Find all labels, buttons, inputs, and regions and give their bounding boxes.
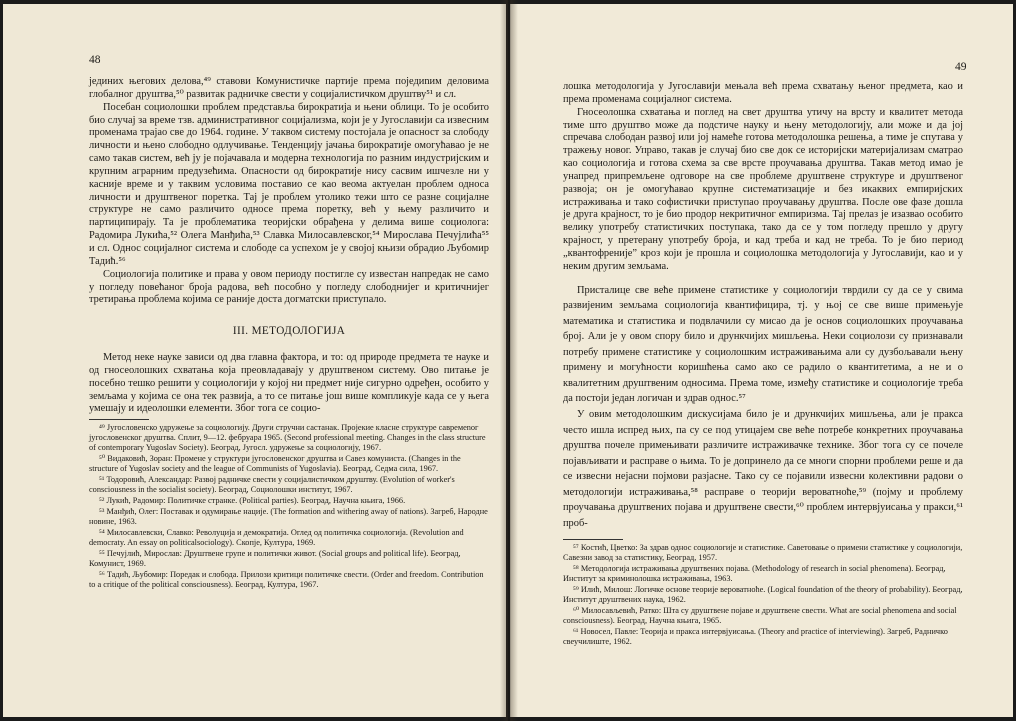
footnote: ⁵⁸ Методологија истраживања друштвених појава. (Methodology of research in social phenomena). Београд, Институт за криминолошка истраживања, 1963. bbox=[563, 564, 946, 584]
section-heading: III. МЕТОДОЛОГИЈА bbox=[232, 325, 346, 338]
wide-leaded-text bbox=[563, 283, 963, 532]
paragraph: У овим методолошким дискусијама било је и дрункчијих мишљења, али је пракса често ишла испред њих, па су се под утицајем све веће потребе конкретних проучавања друштва почеле примењивати различите истраживачке технике. Због тога су се почеле појављивати и расправе о њима. То је допринело да се многи спорни проблеми реше и да се извесни нејасни појмови разјасне. Тако су се појавили извесни колективни радови о методологији истраживања,⁵⁸ расправе о теорији вероватноће,⁵⁹ (појму и проблему проучавања друштвених појава и друштвене свести,⁶⁰ проблем интервјуисања у пракси,⁶¹ проб- bbox=[563, 409, 963, 529]
page-number: 49 bbox=[955, 61, 967, 73]
right-text-block bbox=[563, 81, 963, 648]
footnote: ⁵⁴ Милосавлевски, Славко: Револуција и демократија. Оглед од политичка социологија. (Revolution and democraty. An essay on politicalsociology). Скопје, Култура, 1969. bbox=[89, 528, 464, 548]
paragraph: Гносеолошка схватања и поглед на свет друштва утичу на врсту и квалитет метода тиме што друштво може да подстиче науку и њену методологију, али може и да јој спречава слободан развој или јој намеће готова методолошка решења, а тиме је спутава у тражењу новог. Управо, такав је случај био све док се историјски материјализам сматрао као социологија и готова схема за све врсте проучавања друштва. Такав метод имао је унапред припремљене одговоре на све проблеме друштвене структуре и друштвеног развоја; он је омогућавао крупне систематизације и без икаквих емпиријских истраживања и тако софистички приступао проучавању друштва. После ове фазе дошла је друга крајност, то је био продор некритичног емпиризма. Тај прелаз је изазвао особито велику употребу статистичких поступака, тако да се у том погледу прешло у другу крајност, у претерану употребу броја, и кад треба и кад не треба. То је био период „квантофреније” кроз који је прошла и социолошка методологија у Југославији, као и у неким другим земљама. bbox=[563, 106, 963, 272]
paragraph: лошка методологија у Југославији мењала већ према схватању њеног предмета, као и према променама социјалног система. bbox=[563, 81, 963, 105]
footnote: ⁵⁹ Илић, Милош: Логичке основе теорије вероватноће. (Logical foundation of the theory of probability). Београд, Институт друштвених наука, 1962. bbox=[563, 585, 963, 605]
footnote: ⁵⁶ Тадић, Љубомир: Поредак и слобода. Прилози критици политичке свести. (Order and freedom. Contribution to a critique of the political consciousness). Београд, Култура, 1967. bbox=[89, 570, 484, 590]
footnote: ⁵⁰ Видаковић, Зоран: Промене у структури југословенског друштва и Савез комуниста. (Changes in the structure of Yugoslav society and the league of Communists of Yugoslavia). Београд, Седма сила, 1967. bbox=[89, 454, 461, 474]
footnote: ⁵¹ Тодоровић, Александар: Развој радничке свести у социјалистичком друштву. (Evolution of worker's consciousness in the socialist society). Београд, Социолошки институт, 1967. bbox=[89, 475, 455, 495]
page-number: 48 bbox=[89, 54, 101, 66]
footnote: ⁵⁷ Костић, Цветко: За здрав однос социологије и статистике. Саветовање о примени статистике у социологији, Савезни завод за статистику, Београд, 1957. bbox=[563, 543, 963, 563]
footnote: ⁵³ Манђић, Олег: Поставак и одумирање нације. (The formation and withering away of nations). Загреб, Народне новине, 1963. bbox=[89, 507, 488, 527]
footnote-separator bbox=[563, 539, 623, 540]
left-text-block bbox=[89, 76, 489, 591]
paragraph: Посебан социолошки проблем представља бирократија и њени облици. То је особито био случај за време тзв. административног социјализма, који је у Југославији са извесним променама трајао све до 1964. године. У таквом систему постојала је опасност за слободу личности и њено слободно одлучивање. Тенденцију јачања бирократије омогућавао је не само такав систем, већ ју је појачавала и модерна технологија по разним индустријским и крупним аграрним предузећима. Опасности од бирократије нису сасвим ишчезле ни у касније време и у таквим условима поставио се као веома актуелан проблем односа личности и друштвеног поретка. Тај је проблем утолико тежи што се разне социјалне структуре не само различито односе према поретку, већ у њему различито и партиципирају. Та је проблематика теоријски обрађена у делима више социолога: Радомира Лукића,⁵² Олега Манђића,⁵³ Славка Милосавлевског,⁵⁴ Мирослава Печујлића⁵⁵ и сл. Однос социјалног система и слободе са успехом је у својој књизи обрадио Љубомир Тадић.⁵⁶ bbox=[89, 101, 489, 267]
footnote: ⁶⁰ Милосављевић, Ратко: Шта су друштвене појаве и друштвене свести. What are social phenomena and social consciousness). Београд, Научна књига, 1965. bbox=[563, 606, 957, 626]
book-gutter bbox=[500, 0, 518, 721]
footnote: ⁶¹ Новосел, Павле: Теорија и пракса интервјуисања. (Theory and practice of interviewing). Загреб, Радничко свеучилиште, 1962. bbox=[563, 627, 948, 647]
paragraph: Социологија политике и права у овом периоду постигле су известан напредак не само у погледу повећаног броја радова, већ пособно у погледу слободнијег и критичнијег третирања проблема којима се раније доста догматски приступало. bbox=[89, 268, 489, 306]
right-page bbox=[510, 4, 1013, 717]
footnote: ⁵⁵ Печујлић, Мирослав: Друштвене групе и политички живот. (Social groups and political life). Београд, Комунист, 1969. bbox=[89, 549, 461, 569]
left-page bbox=[3, 4, 506, 717]
footnote-separator bbox=[89, 419, 149, 420]
paragraph: јединих његових делова,⁴⁹ ставови Комунистичке партије према поједиnим деловима глобалног друштва,⁵⁰ развитак радничке свести у социјалистичком друштву⁵¹ и сл. bbox=[89, 76, 489, 100]
footnote: ⁵² Лукић, Радомир: Политичке странке. (Political parties). Београд, Научна књига, 1966. bbox=[99, 496, 406, 506]
paragraph: Присталице све веће примене статистике у социологији тврдили су да се у свима развијеним земљама социологија квантифицира, тј. у њој се све више примењује математика и статистика и подвлачили су мисао да је основ социолошких проучавања број. Али је у овом спору било и дрункчијих мишљења. Неки социолози су признавали потребу примене статистике у социолошким истраживањима али су дузбољавали њену примену и могућности коришћења само ако се радило о квантитетима, а не и о квалитетним друштвеним односима. Према томе, између статистике и социологије треба да постоји један логичан и здрав однос.⁵⁷ bbox=[563, 284, 963, 405]
paragraph: Метод неке науке зависи од два главна фактора, и то: од природе предмета те науке и од гносеолошких схватања која преовладавају у друштвеном систему. Ово питање је посебно тешко решити у социологији у којој ни предмет није сигурно одређен, особито у земљама у којима се она тек развија, а то се питање још више компликује када се у њега умешају и идеолошки елементи. Због тога се социо- bbox=[89, 352, 489, 415]
footnote: ⁴⁹ Југословенско удружење за социологију. Други стручни састанак. Проjeкие класне структуре савремеnог југословенског друштва. Сплит, 9—12. фебруара 1965. (Second professional meeting. Changes in the class structure of contemporary Yugoslav Society). Београд, Југосл. удружење за социологију, 1967. bbox=[89, 423, 486, 453]
